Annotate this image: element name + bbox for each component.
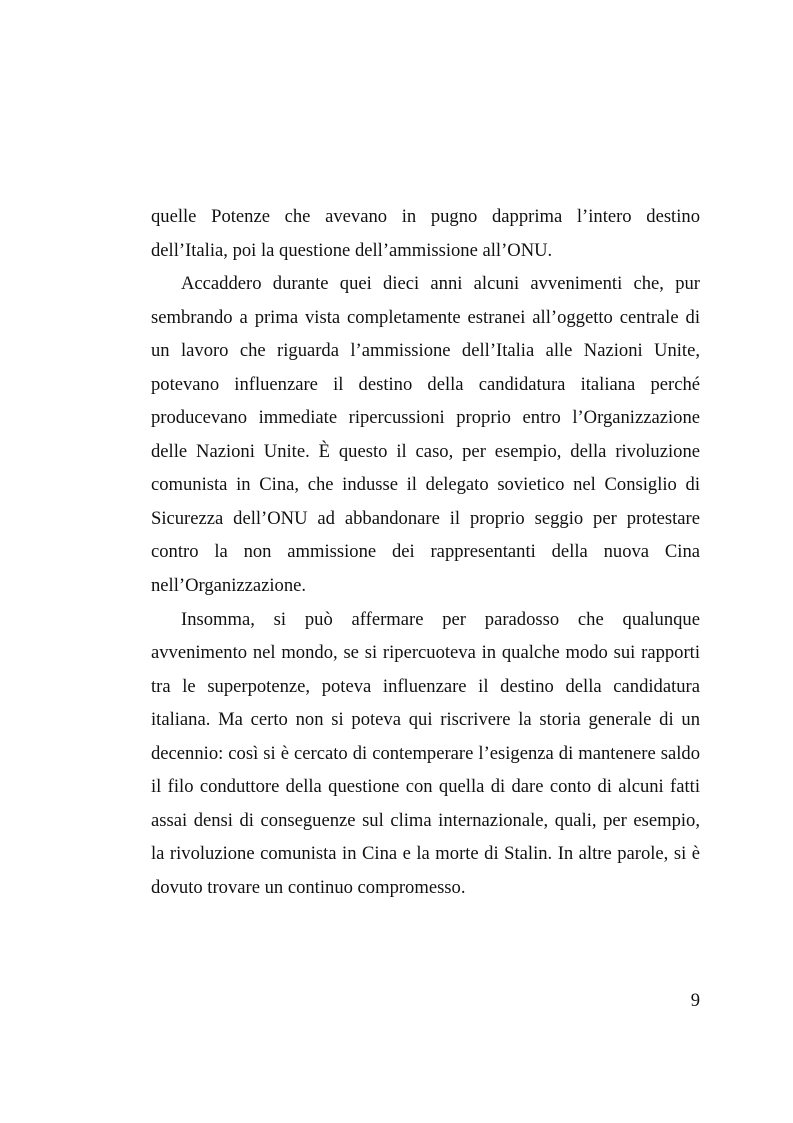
paragraph-continuation: quelle Potenze che avevano in pugno dapprima l’intero destino dell’Italia, poi la questione dell’ammissione all’ONU.: [151, 206, 700, 261]
paragraph-events: Accaddero durante quei dieci anni alcuni avvenimenti che, pur sembrando a prima vista completamente estranei all’oggetto centrale di un lavoro che riguarda l’ammissione dell’Italia alle Nazioni Unite, potevano influenzare il destino della candidatura italiana perché producevano immediate ripercussioni proprio entro l’Organizzazione delle Nazioni Unite. È questo il caso, per esempio, della rivoluzione comunista in Cina, che indusse il delegato sovietico nel Consiglio di Sicurezza dell’ONU ad abbandonare il proprio seggio per protestare contro la non ammissione dei rappresentanti della nuova Cina nell’Organizzazione.: [151, 273, 700, 597]
page-number: 9: [690, 990, 700, 1011]
paragraph-conclusion: Insomma, si può affermare per paradosso che qualunque avvenimento nel mondo, se si ripercuoteva in qualche modo sui rapporti tra le superpotenze, poteva influenzare il destino della candidatura italiana. Ma certo non si poteva qui riscrivere la storia generale di un decennio: così si è cercato di contemperare l’esigenza di mantenere saldo il filo conduttore della questione con quella di dare conto di alcuni fatti assai densi di conseguenze sul clima internazionale, quali, per esempio, la rivoluzione comunista in Cina e la morte di Stalin. In altre parole, si è dovuto trovare un continuo compromesso.: [151, 608, 700, 898]
page-body: [151, 200, 700, 904]
